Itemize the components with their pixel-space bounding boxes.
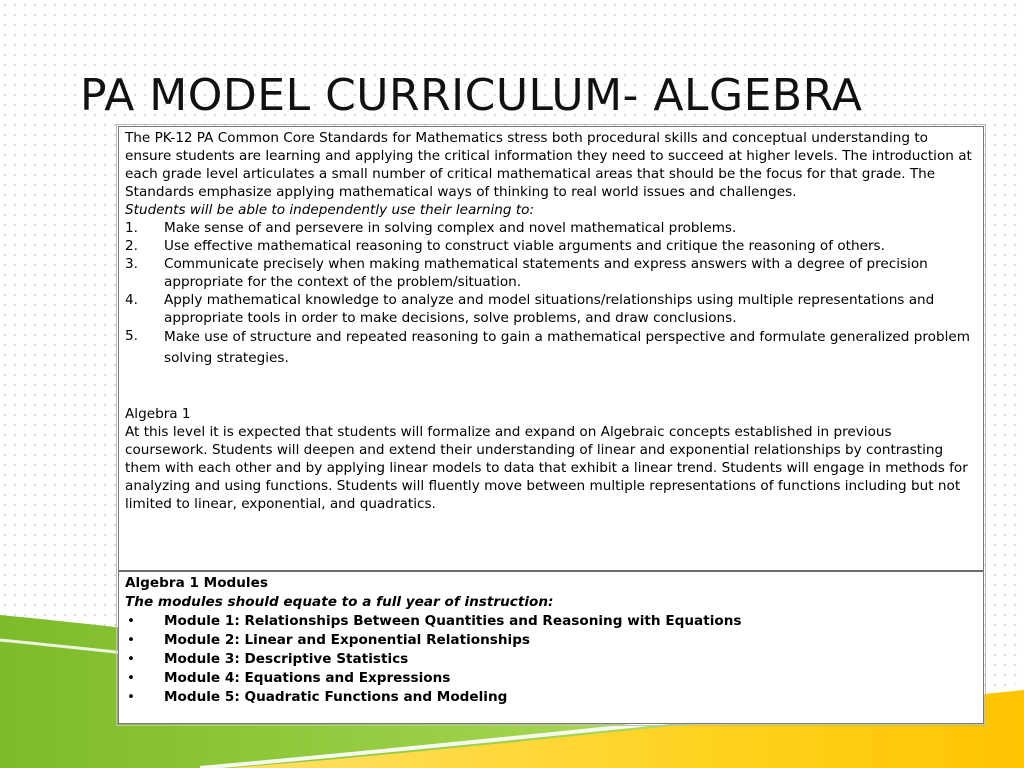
list-item [125, 237, 977, 255]
modules-note: The modules should equate to a full year of instruction: [125, 594, 554, 610]
practices-heading: Students will be able to independently use their learning to: [125, 202, 535, 218]
list-text: Apply mathematical knowledge to analyze and model situations/relationships using multiple representations and appropriate tools in order to make decisions, solve problems, and draw conclusions. [164, 292, 935, 326]
list-number: 5. [125, 328, 138, 344]
list-item [125, 612, 977, 631]
list-number: 4. [125, 292, 138, 308]
list-item [125, 327, 977, 369]
list-item [125, 219, 977, 237]
bullet-icon: • [127, 613, 136, 629]
module-title: Module 4: Equations and Expressions [164, 670, 451, 686]
module-title: Module 5: Quadratic Functions and Modeling [164, 689, 508, 705]
bullet-icon: • [127, 651, 136, 667]
spacer [125, 369, 977, 405]
list-number: 2. [125, 238, 138, 254]
bullet-icon: • [127, 670, 136, 686]
modules-cell [119, 572, 983, 723]
list-text: Use effective mathematical reasoning to construct viable arguments and critique the reasoning of others. [164, 238, 885, 254]
list-item [125, 291, 977, 327]
list-number: 3. [125, 256, 138, 272]
list-item [125, 688, 977, 707]
list-item [125, 650, 977, 669]
algebra1-heading: Algebra 1 [125, 406, 191, 422]
module-title: Module 1: Relationships Between Quantities and Reasoning with Equations [164, 613, 742, 629]
list-text: Make use of structure and repeated reasoning to gain a mathematical perspective and formulate generalized problem solving strategies. [164, 329, 970, 366]
practices-list [125, 219, 977, 369]
modules-list [125, 612, 977, 707]
curriculum-table [118, 126, 984, 724]
list-text: Make sense of and persevere in solving complex and novel mathematical problems. [164, 220, 737, 236]
bullet-icon: • [127, 689, 136, 705]
standards-intro: The PK-12 PA Common Core Standards for Mathematics stress both procedural skills and conceptual understanding to ensure students are learning and applying the critical information they need to succeed at higher levels. The introduction at each grade level articulates a small number of critical mathematical areas that should be the focus for that grade. The Standards emphasize applying mathematical ways of thinking to real world issues and challenges. [125, 130, 972, 200]
standards-cell [119, 127, 983, 572]
slide-title: PA MODEL CURRICULUM- ALGEBRA [80, 70, 863, 121]
list-item [125, 669, 977, 688]
modules-heading: Algebra 1 Modules [125, 575, 268, 591]
list-item [125, 255, 977, 291]
algebra1-description: At this level it is expected that students will formalize and expand on Algebraic concepts established in previous coursework. Students will deepen and extend their understanding of linear and exponential relationships by contrasting them with each other and by applying linear models to data that exhibit a linear trend. Students will engage in methods for analyzing and using functions. Students will fluently move between multiple representations of functions including but not limited to linear, exponential, and quadratics. [125, 424, 968, 512]
module-title: Module 2: Linear and Exponential Relationships [164, 632, 531, 648]
list-text: Communicate precisely when making mathematical statements and express answers with a degree of precision appropriate for the context of the problem/situation. [164, 256, 928, 290]
bullet-icon: • [127, 632, 136, 648]
list-item [125, 631, 977, 650]
list-number: 1. [125, 220, 138, 236]
module-title: Module 3: Descriptive Statistics [164, 651, 409, 667]
